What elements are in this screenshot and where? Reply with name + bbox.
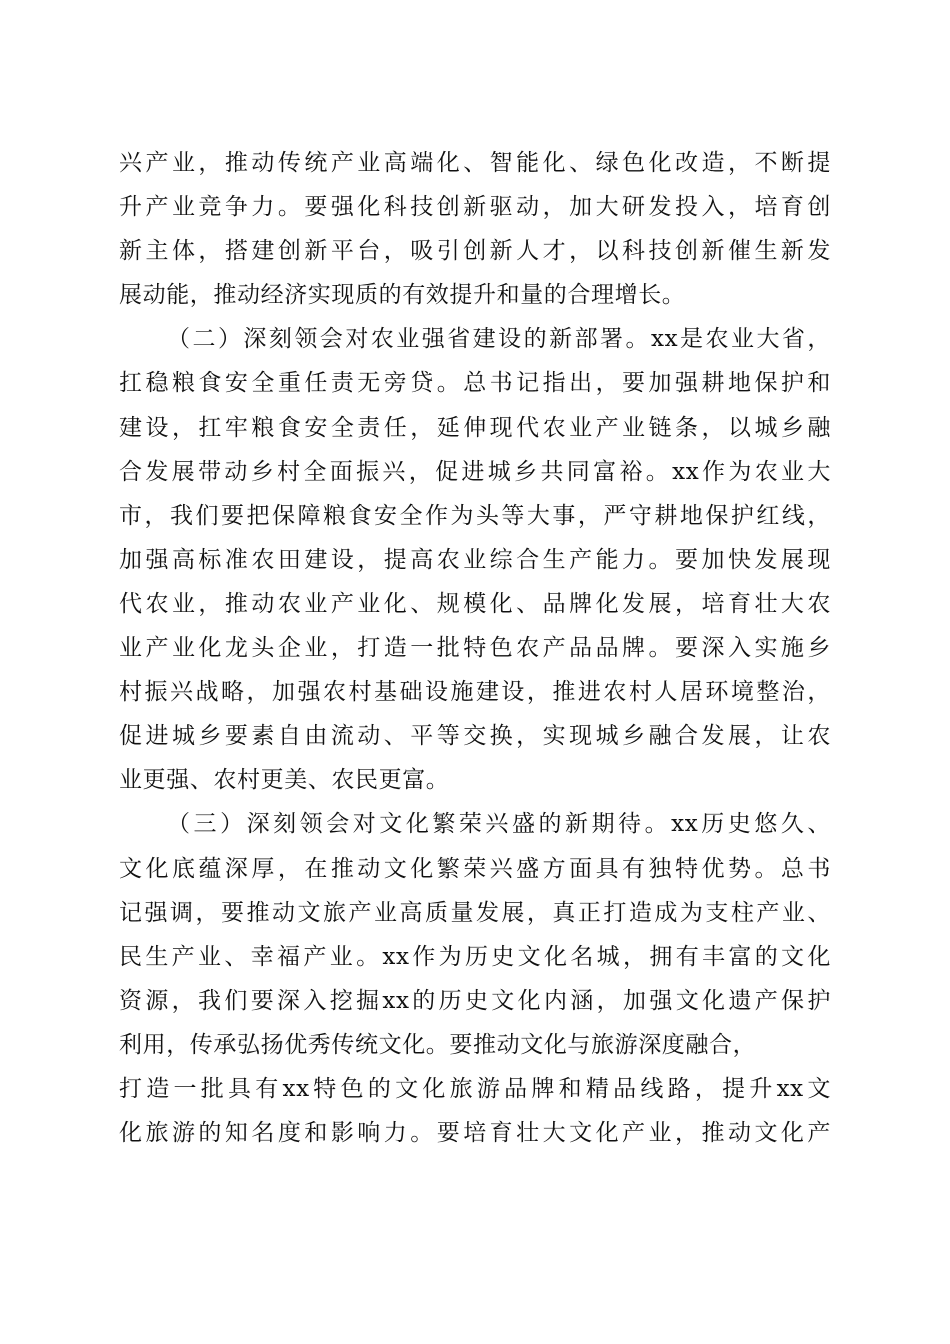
text-line: 加强高标准农田建设，提高农业综合生产能力。要加快发展现 bbox=[119, 546, 831, 573]
text-line: 记强调，要推动文旅产业高质量发展，真正打造成为支柱产业、 bbox=[119, 899, 831, 926]
text-line: 资源，我们要深入挖掘xx的历史文化内涵，加强文化遗产保护 bbox=[119, 987, 831, 1014]
text-line: 代农业，推动农业产业化、规模化、品牌化发展，培育壮大农 bbox=[119, 590, 831, 617]
text-line: 兴产业，推动传统产业高端化、智能化、绿色化改造，不断提 bbox=[119, 150, 831, 176]
section-heading-line: （二）深刻领会对农业强省建设的新部署。xx是农业大省， bbox=[167, 326, 831, 353]
text-line: 建设，扛牢粮食安全责任，延伸现代农业产业链条，以城乡融 bbox=[119, 414, 831, 441]
text-line: 业更强、农村更美、农民更富。 bbox=[119, 767, 450, 794]
text-line: 市，我们要把保障粮食安全作为头等大事，严守耕地保护红线， bbox=[119, 502, 831, 529]
text-line: 文化底蕴深厚，在推动文化繁荣兴盛方面具有独特优势。总书 bbox=[119, 855, 831, 882]
text-line: 合发展带动乡村全面振兴，促进城乡共同富裕。xx作为农业大 bbox=[119, 458, 831, 485]
text-line: 促进城乡要素自由流动、平等交换，实现城乡融合发展，让农 bbox=[119, 723, 831, 750]
text-line: 业产业化龙头企业，打造一批特色农产品品牌。要深入实施乡 bbox=[119, 635, 831, 662]
text-line: 新主体，搭建创新平台，吸引创新人才，以科技创新催生新发 bbox=[119, 238, 831, 265]
text-line: 村振兴战略，加强农村基础设施建设，推进农村人居环境整治， bbox=[119, 679, 831, 706]
section-heading-line: （三）深刻领会对文化繁荣兴盛的新期待。xx历史悠久、 bbox=[167, 811, 831, 838]
text-line: 扛稳粮食安全重任责无旁贷。总书记指出，要加强耕地保护和 bbox=[119, 370, 831, 397]
text-line: 利用，传承弘扬优秀传统文化。要推动文化与旅游深度融合， bbox=[119, 1031, 757, 1058]
text-line: 化旅游的知名度和影响力。要培育壮大文化产业，推动文化产 bbox=[119, 1120, 831, 1147]
text-line: 打造一批具有xx特色的文化旅游品牌和精品线路，提升xx文 bbox=[119, 1075, 831, 1102]
body-text bbox=[119, 141, 831, 1155]
text-line: 民生产业、幸福产业。xx作为历史文化名城，拥有丰富的文化 bbox=[119, 943, 831, 970]
text-line: 展动能，推动经济实现质的有效提升和量的合理增长。 bbox=[119, 282, 686, 309]
text-line: 升产业竞争力。要强化科技创新驱动，加大研发投入，培育创 bbox=[119, 194, 831, 221]
